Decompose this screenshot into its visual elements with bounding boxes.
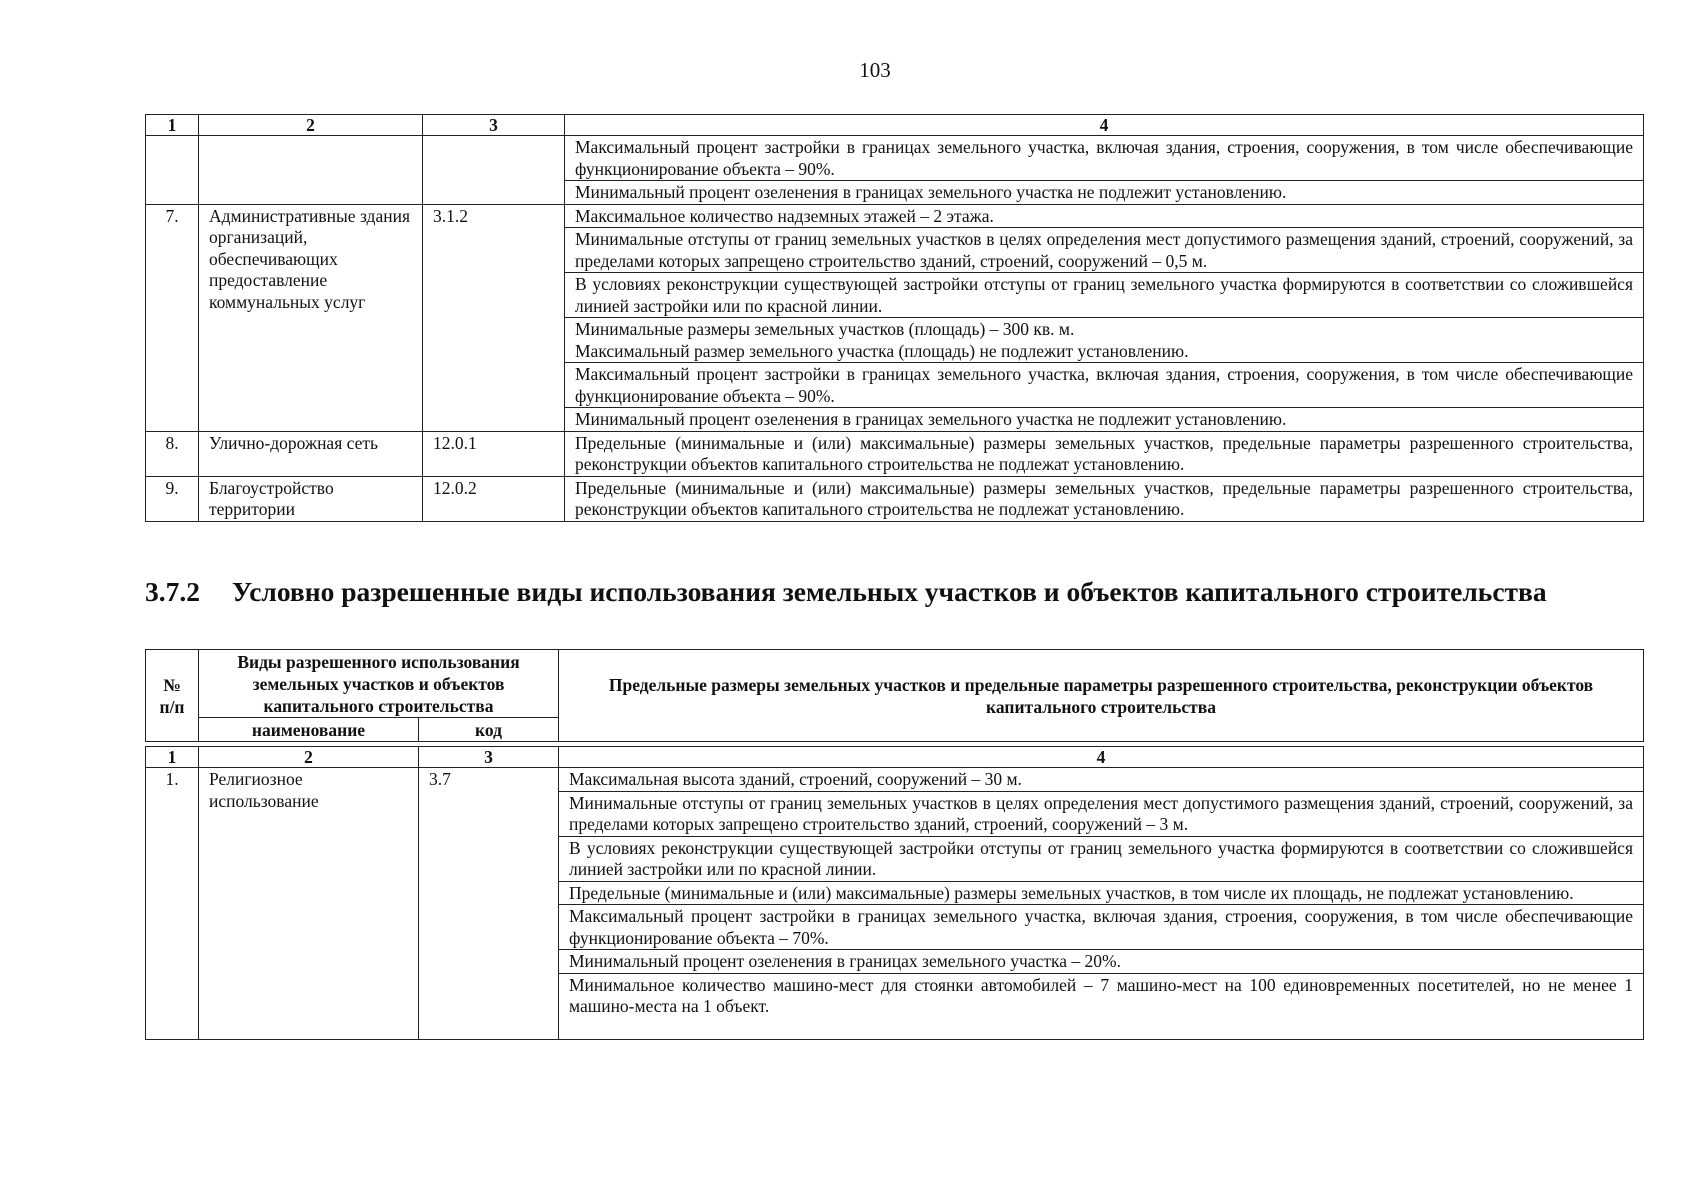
section-heading xyxy=(145,576,1665,608)
params-header: Предельные размеры земельных участков и предельные параметры разрешенного строительства, реконструкции объектов капитального строительства xyxy=(559,650,1644,742)
column-number: 3 xyxy=(423,115,565,136)
conditional-uses-header-table xyxy=(145,649,1644,742)
column-number-row xyxy=(146,115,1644,136)
row-number-cell: 9. xyxy=(146,476,199,521)
kinds-header: Виды разрешенного использования земельных участков и объектов капитального строительства xyxy=(199,650,559,718)
parameter-line: Минимальные размеры земельных участков (площадь) – 300 кв. м. xyxy=(575,319,1075,339)
row-number-cell xyxy=(146,136,199,205)
number-header: № п/п xyxy=(146,650,199,742)
parameter-cell: Минимальный процент озеленения в границах земельного участка не подлежит установлению. xyxy=(565,408,1644,432)
permitted-uses-table-continued xyxy=(145,114,1644,522)
parameter-cell: Минимальный процент озеленения в границах земельного участка не подлежит установлению. xyxy=(565,181,1644,205)
column-number: 1 xyxy=(146,115,199,136)
use-name-cell: Административные здания организаций, обеспечивающих предоставление коммунальных услуг xyxy=(199,204,423,431)
section-title-text: Условно разрешенные виды использования земельных участков и объектов капитального строительства xyxy=(232,576,1547,607)
parameter-cell: Минимальное количество машино-мест для стоянки автомобилей – 7 машино-мест на 100 единовременных посетителей, но не менее 1 машино-места на 1 объект. xyxy=(559,973,1644,1039)
row-number-cell: 1. xyxy=(146,768,199,1040)
parameter-cell: В условиях реконструкции существующей застройки отступы от границ земельного участка формируются в соответствии со сложившейся линией застройки или по красной линии. xyxy=(565,273,1644,318)
table-row xyxy=(146,476,1644,521)
use-code-cell: 3.7 xyxy=(419,768,559,1040)
header-row xyxy=(146,650,1644,718)
use-code-cell: 3.1.2 xyxy=(423,204,565,431)
parameter-cell: Максимальный процент застройки в границах земельного участка, включая здания, строения, сооружения, в том числе обеспечивающие функционирование объекта – 90%. xyxy=(565,136,1644,181)
table-row xyxy=(146,136,1644,181)
column-number: 4 xyxy=(559,747,1644,768)
parameter-cell: Максимальное количество надземных этажей – 2 этажа. xyxy=(565,204,1644,228)
use-code-cell xyxy=(423,136,565,205)
name-header: наименование xyxy=(199,718,419,742)
row-number-cell: 7. xyxy=(146,204,199,431)
column-number: 2 xyxy=(199,115,423,136)
use-name-cell xyxy=(199,136,423,205)
parameter-cell: Минимальные отступы от границ земельных участков в целях определения мест допустимого размещения зданий, строений, сооружений, за пределами которых запрещено строительство зданий, строений, сооружений – 0,5 м. xyxy=(565,228,1644,273)
table-row xyxy=(146,431,1644,476)
parameter-cell: Максимальный процент застройки в границах земельного участка, включая здания, строения, сооружения, в том числе обеспечивающие функционирование объекта – 90%. xyxy=(565,363,1644,408)
parameter-cell: Минимальные отступы от границ земельных участков в целях определения мест допустимого размещения зданий, строений, сооружений, за пределами которых запрещено строительство зданий, строений, сооружений – 3 м. xyxy=(559,791,1644,836)
conditional-uses-table xyxy=(145,746,1644,1040)
use-code-cell: 12.0.2 xyxy=(423,476,565,521)
parameter-cell: Предельные (минимальные и (или) максимальные) размеры земельных участков, в том числе их площадь, не подлежат установлению. xyxy=(559,881,1644,905)
row-number-cell: 8. xyxy=(146,431,199,476)
table-row xyxy=(146,204,1644,228)
use-name-cell: Благоустройство территории xyxy=(199,476,423,521)
section-number: 3.7.2 xyxy=(145,576,200,607)
parameter-line: Максимальный размер земельного участка (площадь) не подлежит установлению. xyxy=(575,340,1189,361)
column-number: 2 xyxy=(199,747,419,768)
column-number: 1 xyxy=(146,747,199,768)
parameter-cell: Предельные (минимальные и (или) максимальные) размеры земельных участков, предельные параметры разрешенного строительства, реконструкции объектов капитального строительства не подлежат установлению. xyxy=(565,431,1644,476)
parameter-cell: Предельные (минимальные и (или) максимальные) размеры земельных участков, предельные параметры разрешенного строительства, реконструкции объектов капитального строительства не подлежат установлению. xyxy=(565,476,1644,521)
column-number-row xyxy=(146,747,1644,768)
code-header: код xyxy=(419,718,559,742)
parameter-cell: В условиях реконструкции существующей застройки отступы от границ земельного участка формируются в соответствии со сложившейся линией застройки или по красной линии. xyxy=(559,836,1644,881)
table-row xyxy=(146,768,1644,792)
column-number: 4 xyxy=(565,115,1644,136)
use-code-cell: 12.0.1 xyxy=(423,431,565,476)
parameter-cell: Максимальный процент застройки в границах земельного участка, включая здания, строения, сооружения, в том числе обеспечивающие функционирование объекта – 70%. xyxy=(559,905,1644,950)
parameter-cell: Минимальный процент озеленения в границах земельного участка – 20%. xyxy=(559,950,1644,974)
column-number: 3 xyxy=(419,747,559,768)
parameter-cell xyxy=(565,318,1644,363)
page-number: 103 xyxy=(859,58,891,82)
parameter-cell: Максимальная высота зданий, строений, сооружений – 30 м. xyxy=(559,768,1644,792)
use-name-cell: Улично-дорожная сеть xyxy=(199,431,423,476)
use-name-cell: Религиозное использование xyxy=(199,768,419,1040)
